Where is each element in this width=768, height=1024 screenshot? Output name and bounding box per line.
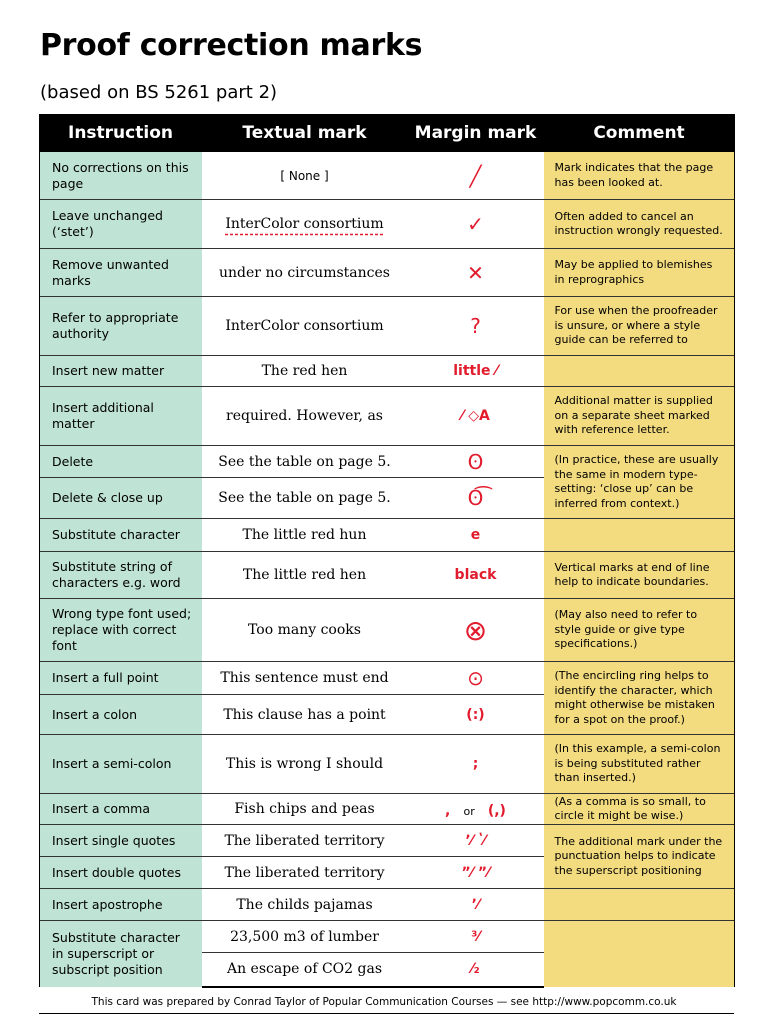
comment-cell: Vertical marks at end of line help to indicate boundaries. xyxy=(544,552,735,599)
subscript-icon: ⁄₂ xyxy=(408,953,544,987)
table-row xyxy=(40,200,735,249)
table-row xyxy=(40,519,735,552)
instruction-cell: Substitute character xyxy=(40,519,202,552)
header-margin-mark: Margin mark xyxy=(408,115,544,152)
textual-mark-cell: This is wrong I should xyxy=(202,735,408,794)
instruction-cell: Substitute string of characters e.g. word xyxy=(40,552,202,599)
page-title: Proof correction marks xyxy=(40,28,423,63)
proof-marks-table xyxy=(39,114,735,988)
textual-mark-cell: An escape of CO2 gas xyxy=(202,953,408,987)
apostrophe-icon: ʼ⁄ xyxy=(408,889,544,921)
textual-mark-cell: required. However, as xyxy=(202,387,408,446)
textual-mark-cell: [ None ] xyxy=(202,152,408,200)
footer-credit: This card was prepared by Conrad Taylor of Popular Communication Courses — see http://www.popcomm.co.uk xyxy=(91,996,677,1008)
table-row xyxy=(40,889,735,921)
margin-mark-cell: ⁄ ◇A xyxy=(408,387,544,446)
delete-close-up-icon: ʘ͡ xyxy=(408,478,544,519)
comment-cell xyxy=(544,921,735,987)
header-instruction: Instruction xyxy=(40,115,202,152)
colon-icon: (:) xyxy=(408,695,544,735)
instruction-cell: Insert a comma xyxy=(40,794,202,825)
table-row xyxy=(40,387,735,446)
comment-cell: (The encircling ring helps to identify the character, which might otherwise be mistaken for a spot on the proof.) xyxy=(544,662,735,735)
comment-cell xyxy=(544,519,735,552)
textual-mark-cell: Fish chips and peas xyxy=(202,794,408,825)
instruction-cell: Insert a colon xyxy=(40,695,202,735)
table-header-row xyxy=(40,115,735,152)
stet-check-icon: ✓ xyxy=(408,200,544,249)
delete-icon: ʘ xyxy=(408,446,544,478)
instruction-cell: Insert a semi-colon xyxy=(40,735,202,794)
comment-cell: The additional mark under the punctuation helps to indicate the superscript positioning xyxy=(544,825,735,889)
textual-mark-cell: The little red hen xyxy=(202,552,408,599)
margin-mark-cell xyxy=(408,794,544,825)
superscript-icon: ³⁄ xyxy=(408,921,544,953)
textual-mark-cell: See the table on page 5. xyxy=(202,478,408,519)
margin-mark-cell: little ⁄ xyxy=(408,356,544,387)
wrong-font-icon: ⊗ xyxy=(408,599,544,662)
textual-mark-cell: The little red hun xyxy=(202,519,408,552)
instruction-cell: Insert double quotes xyxy=(40,857,202,889)
table-row xyxy=(40,297,735,356)
textual-mark-cell: The red hen xyxy=(202,356,408,387)
textual-mark-cell: under no circumstances xyxy=(202,249,408,297)
textual-mark-cell: InterColor consortium xyxy=(202,297,408,356)
header-textual-mark: Textual mark xyxy=(202,115,408,152)
instruction-cell: No corrections on this page xyxy=(40,152,202,200)
instruction-cell: Insert new matter xyxy=(40,356,202,387)
single-quotes-icon: ʼ⁄ ʽ⁄ xyxy=(408,825,544,857)
instruction-cell: Substitute character in superscript or subscript position xyxy=(40,921,202,987)
textual-mark-cell: The liberated territory xyxy=(202,825,408,857)
or-label: or xyxy=(463,804,475,818)
double-quotes-icon: ˮ⁄ ˮ⁄ xyxy=(408,857,544,889)
instruction-cell: Wrong type font used; replace with correct font xyxy=(40,599,202,662)
instruction-cell: Insert a full point xyxy=(40,662,202,695)
instruction-cell: Insert additional matter xyxy=(40,387,202,446)
question-icon: ? xyxy=(408,297,544,356)
textual-mark-cell: This sentence must end xyxy=(202,662,408,695)
table-row xyxy=(40,356,735,387)
table-row xyxy=(40,794,735,825)
textual-mark-cell: This clause has a point xyxy=(202,695,408,735)
table-row xyxy=(40,446,735,478)
margin-mark-cell: e xyxy=(408,519,544,552)
comma-icon: , xyxy=(445,802,451,819)
comment-cell xyxy=(544,889,735,921)
instruction-cell: Insert apostrophe xyxy=(40,889,202,921)
textual-mark-cell: See the table on page 5. xyxy=(202,446,408,478)
textual-mark-cell: The liberated territory xyxy=(202,857,408,889)
textual-mark-cell: Too many cooks xyxy=(202,599,408,662)
instruction-cell: Refer to appropriate authority xyxy=(40,297,202,356)
comment-cell: (As a comma is so small, to circle it might be wise.) xyxy=(544,794,735,825)
table-row xyxy=(40,552,735,599)
comment-cell: For use when the proofreader is unsure, or where a style guide can be referred to xyxy=(544,297,735,356)
table-row xyxy=(40,825,735,857)
table-row xyxy=(40,662,735,695)
comment-cell xyxy=(544,356,735,387)
cross-icon: ✕ xyxy=(408,249,544,297)
full-point-icon: ⊙ xyxy=(408,662,544,695)
comment-cell: Additional matter is supplied on a separate sheet marked with reference letter. xyxy=(544,387,735,446)
header-comment: Comment xyxy=(544,115,735,152)
instruction-cell: Insert single quotes xyxy=(40,825,202,857)
comment-cell: Often added to cancel an instruction wrongly requested. xyxy=(544,200,735,249)
table-row xyxy=(40,599,735,662)
semicolon-icon: ; xyxy=(408,735,544,794)
comment-cell: (In this example, a semi-colon is being substituted rather than inserted.) xyxy=(544,735,735,794)
circled-comma-icon: (,) xyxy=(487,802,506,819)
page-subtitle: (based on BS 5261 part 2) xyxy=(40,82,278,103)
table-row xyxy=(40,735,735,794)
table-row xyxy=(40,152,735,200)
margin-mark-cell: black xyxy=(408,552,544,599)
comment-cell: May be applied to blemishes in reprographics xyxy=(544,249,735,297)
table-row xyxy=(40,249,735,297)
instruction-cell: Leave unchanged (‘stet’) xyxy=(40,200,202,249)
instruction-cell: Remove unwanted marks xyxy=(40,249,202,297)
textual-mark-cell: The childs pajamas xyxy=(202,889,408,921)
comment-cell: (May also need to refer to style guide or give type specifications.) xyxy=(544,599,735,662)
comment-cell: Mark indicates that the page has been looked at. xyxy=(544,152,735,200)
instruction-cell: Delete & close up xyxy=(40,478,202,519)
instruction-cell: Delete xyxy=(40,446,202,478)
comment-cell: (In practice, these are usually the same in modern type-setting: ‘close up’ can be inferred from context.) xyxy=(544,446,735,519)
table-row xyxy=(40,921,735,953)
footer-rule xyxy=(39,1013,734,1014)
textual-mark-cell: InterColor consortium xyxy=(202,200,408,249)
textual-mark-cell: 23,500 m3 of lumber xyxy=(202,921,408,953)
margin-mark-cell: ╱ xyxy=(408,152,544,200)
